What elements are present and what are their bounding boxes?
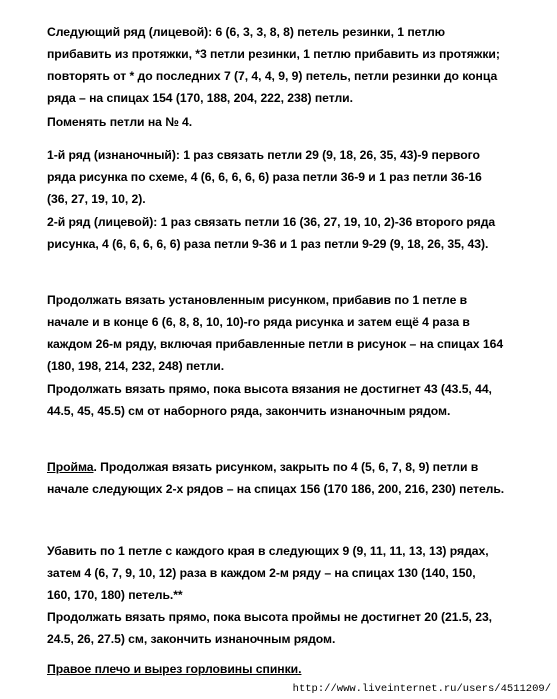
text-line: Продолжать вязать прямо, пока высота проймы не достигнет 20 (21.5, 23, — [47, 610, 493, 624]
text-line: (36, 27, 19, 10, 2). — [47, 192, 146, 206]
paragraph-next-row — [47, 21, 535, 109]
text-line: ряда рисунка по схеме, 4 (6, 6, 6, 6, 6) раза петли 36-9 и 1 раз петли 36-16 — [47, 170, 482, 184]
text-line: повторять от * до последних 7 (7, 4, 4, 9, 9) петель, петли резинки до конца — [47, 69, 498, 83]
text-line: Поменять петли на № 4. — [47, 115, 193, 129]
text-line: (180, 198, 214, 232, 248) петли. — [47, 359, 225, 373]
watermark-url: http://www.liveinternet.ru/users/4511209/ — [292, 683, 551, 695]
paragraph-continue-pattern — [47, 289, 535, 377]
text-line — [47, 456, 535, 478]
text-line: Продолжать вязать установленным рисунком, прибавив по 1 петле в — [47, 293, 468, 307]
text-line: 2-й ряд (лицевой): 1 раз связать петли 16 (36, 27, 19, 10, 2)-36 второго ряда — [47, 215, 496, 229]
text-line: Следующий ряд (лицевой): 6 (6, 3, 3, 8, 8) петель резинки, 1 петлю — [47, 25, 446, 39]
text-line: рисунка, 4 (6, 6, 6, 6, 6) раза петли 9-36 и 1 раз петли 9-29 (9, 18, 26, 35, 43). — [47, 237, 489, 251]
right-shoulder-heading: Правое плечо и вырез горловины спинки. — [47, 662, 302, 676]
text-line: Убавить по 1 петле с каждого края в следующих 9 (9, 11, 11, 13, 13) рядах, — [47, 544, 489, 558]
text-line: начале следующих 2-х рядов – на спицах 156 (170 186, 200, 216, 230) петель. — [47, 482, 505, 496]
paragraph-right-shoulder — [47, 658, 535, 680]
paragraph-armhole — [47, 456, 535, 500]
text-line: затем 4 (6, 7, 9, 10, 12) раза в каждом 2-м ряду – на спицах 130 (140, 150, — [47, 566, 476, 580]
paragraph-armhole-height — [47, 606, 535, 650]
paragraph-decrease — [47, 540, 535, 606]
paragraph-row-2 — [47, 211, 535, 255]
text-line: прибавить из протяжки, *3 петли резинки, 1 петлю прибавить из протяжки; — [47, 47, 500, 61]
paragraph-row-1 — [47, 144, 535, 210]
text-line: 1-й ряд (изнаночный): 1 раз связать петли 29 (9, 18, 26, 35, 43)-9 первого — [47, 148, 480, 162]
text-line: каждом 26-м ряду, включая прибавленные петли в рисунок – на спицах 164 — [47, 337, 504, 351]
paragraph-change-needles — [47, 111, 535, 133]
text-line: Продолжать вязать прямо, пока высота вязания не достигнет 43 (43.5, 44, — [47, 382, 492, 396]
text-line: 160, 170, 180) петель.** — [47, 588, 183, 602]
text-line: ряда – на спицах 154 (170, 188, 204, 222, 238) петли. — [47, 91, 353, 105]
armhole-heading: Пройма — [47, 460, 94, 474]
armhole-text: . Продолжая вязать рисунком, закрыть по 4 (5, 6, 7, 8, 9) петли в — [93, 460, 479, 474]
text-line: 44.5, 45, 45.5) см от наборного ряда, закончить изнаночным рядом. — [47, 404, 451, 418]
text-line: 24.5, 26, 27.5) см, закончить изнаночным рядом. — [47, 632, 336, 646]
text-line: начале и в конце 6 (6, 8, 8, 10, 10)-го ряда рисунка и затем ещё 4 раза в — [47, 315, 470, 329]
paragraph-knit-straight — [47, 378, 535, 422]
